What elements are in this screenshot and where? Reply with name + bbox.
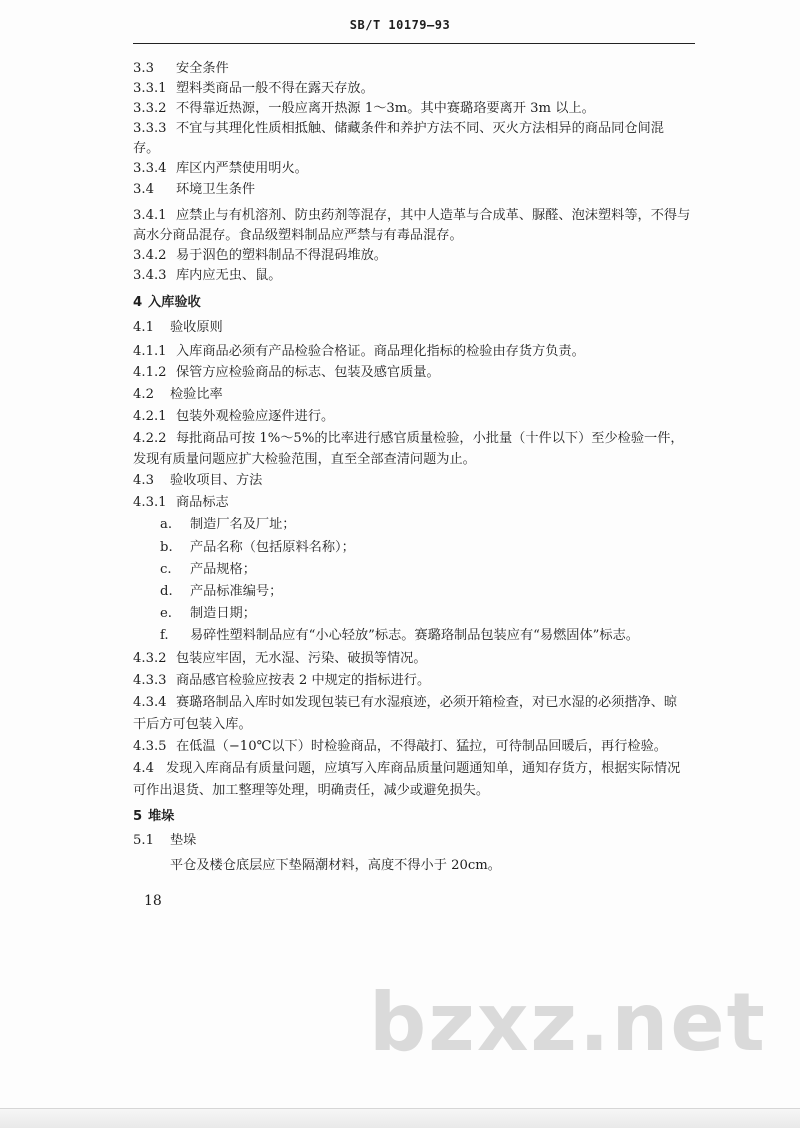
clause-number: 4.3.2 [133,651,167,666]
page-bottom-edge [0,1108,800,1128]
section-heading-number: 4 [133,295,143,310]
clause-number: 4.2.2 [133,431,167,446]
clause-text: 塑料类商品一般不得在露天存放。 [176,81,374,96]
clause-number: 4.3 [133,473,154,488]
section-heading-text: 入库验收 [148,295,201,310]
clause-text: 产品名称（包括原料名称）； [190,540,355,555]
clause-text: 可作出退货、加工整理等处理，明确责任，减少或避免损失。 [133,783,490,798]
section-heading-number: 5 [133,809,143,824]
clause-number: 4.1 [133,320,154,335]
clause-number: 4.3.5 [133,739,167,754]
clause-text: 存。 [133,141,160,156]
clause-text: 不得靠近热源，一般应离开热源 1～3m。其中赛璐珞要离开 3m 以上。 [176,101,595,116]
clause-text: 易碎性塑料制品应有“小心轻放”标志。赛璐珞制品包装应有“易燃固体”标志。 [190,628,639,643]
clause-text: 制造日期； [190,606,256,621]
clause-text: 易于泅色的塑料制品不得混码堆放。 [176,248,387,263]
clause-number: 3.3.1 [133,81,167,96]
clause-number: a. [160,517,173,532]
clause-text: 验收项目、方法 [170,473,263,488]
clause-number: 4.3.1 [133,495,167,510]
section-heading-text: 堆垛 [148,809,175,824]
clause-text: 安全条件 [176,61,229,76]
clause-number: 3.3.2 [133,101,167,116]
clause-number: 3.4.2 [133,248,167,263]
clause-text: 库内应无虫、鼠。 [176,268,282,283]
clause-number: b. [160,540,173,555]
clause-number: d. [160,584,173,599]
clause-text: 高水分商品混存。食品级塑料制品应严禁与有毒品混存。 [133,228,463,243]
clause-number: 3.4 [133,182,154,197]
clause-text: 发现有质量问题应扩大检验范围，直至全部查清问题为止。 [133,452,476,467]
clause-number: 3.4.3 [133,268,167,283]
clause-text: 每批商品可按 1%～5%的比率进行感官质量检验，小批量（十件以下）至少检验一件， [176,431,684,446]
clause-number: c. [160,562,172,577]
clause-number: 4.1.1 [133,344,167,359]
header-rule [133,43,695,44]
clause-text: 制造厂名及厂址； [190,517,296,532]
clause-text: 入库商品必须有产品检验合格证。商品理化指标的检验由存货方负责。 [176,344,585,359]
clause-number: 5.1 [133,833,154,848]
clause-number: 3.3 [133,61,154,76]
page-number: 18 [144,893,162,909]
clause-number: e. [160,606,172,621]
clause-text: 检验比率 [170,387,223,402]
clause-number: 4.2 [133,387,154,402]
clause-number: 4.3.4 [133,695,167,710]
clause-text: 保管方应检验商品的标志、包装及感官质量。 [176,365,440,380]
clause-text: 应禁止与有机溶剂、防虫药剂等混存，其中人造革与合成革、脲醛、泡沫塑料等，不得与 [176,208,691,223]
clause-number: 4.3.3 [133,673,167,688]
standard-code-header: SB/T 10179—93 [349,18,451,32]
clause-number: 3.3.3 [133,121,167,136]
clause-number: 4.2.1 [133,409,167,424]
clause-text: 在低温（−10℃以下）时检验商品，不得敲打、猛拉，可待制品回暖后，再行检验。 [176,739,667,754]
clause-number: 3.3.4 [133,161,167,176]
clause-text: 产品规格； [190,562,256,577]
clause-text: 商品感官检验应按表 2 中规定的指标进行。 [176,673,431,688]
clause-number: 3.4.1 [133,208,167,223]
clause-text: 产品标准编号； [190,584,283,599]
watermark: bzxz.net [369,976,767,1069]
clause-text: 平仓及楼仓底层应下垫隔潮材料，高度不得小于 20cm。 [170,858,501,873]
clause-number: f. [160,628,169,643]
clause-text: 库区内严禁使用明火。 [176,161,308,176]
clause-text: 环境卫生条件 [176,182,256,197]
clause-text: 不宜与其理化性质相抵触、储藏条件和养护方法不同、灭火方法相异的商品同仓间混 [176,121,664,136]
clause-text: 验收原则 [170,320,223,335]
clause-text: 商品标志 [176,495,229,510]
clause-text: 发现入库商品有质量问题，应填写入库商品质量问题通知单，通知存货方，根据实际情况 [166,761,681,776]
clause-text: 垫垛 [170,833,197,848]
clause-text: 包装应牢固，无水湿、污染、破损等情况。 [176,651,427,666]
clause-text: 包装外观检验应逐件进行。 [176,409,335,424]
clause-number: 4.1.2 [133,365,167,380]
clause-number: 4.4 [133,761,154,776]
clause-text: 干后方可包装入库。 [133,717,252,732]
clause-text: 赛璐珞制品入库时如发现包装已有水湿痕迹，必须开箱检查，对已水湿的必须揩净、晾 [176,695,678,710]
